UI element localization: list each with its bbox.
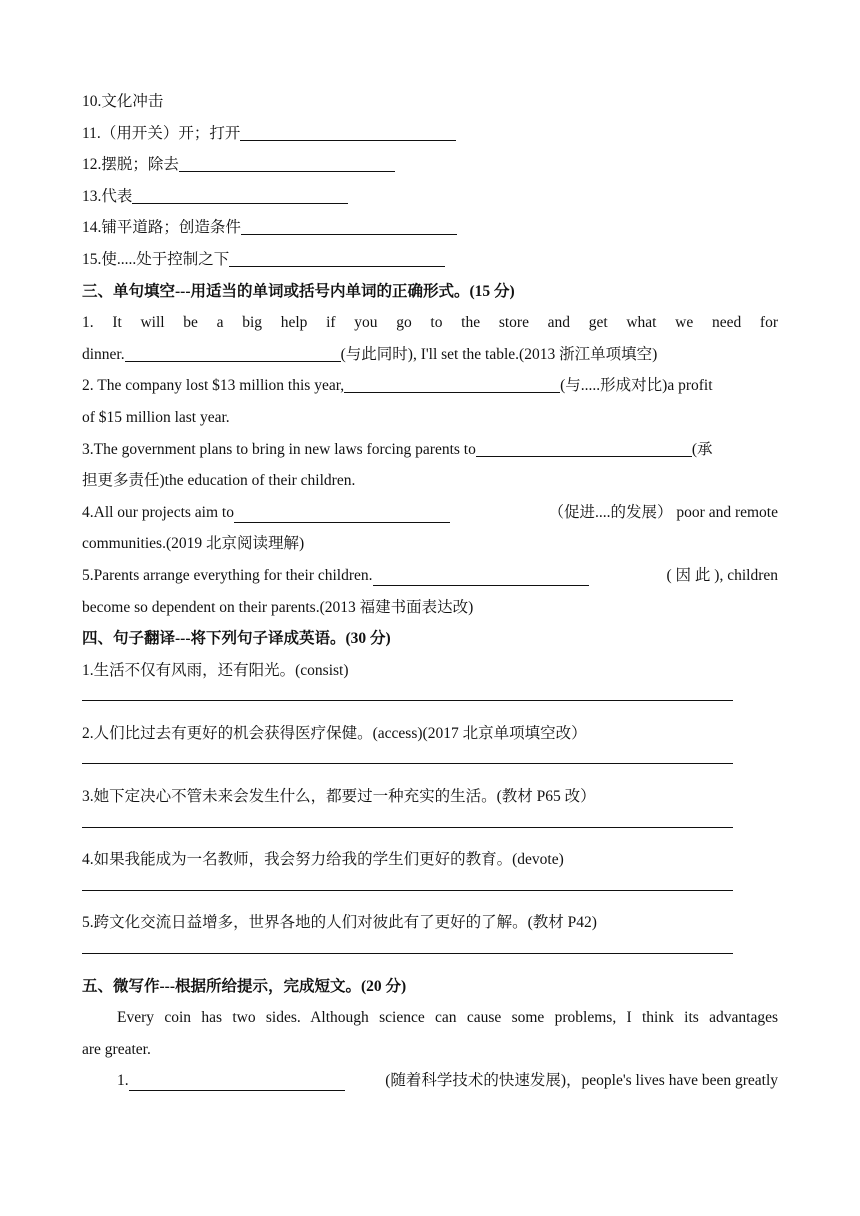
- answer-blank[interactable]: [229, 250, 445, 267]
- translation-answer-line[interactable]: [82, 749, 778, 781]
- s4-item-5: 5.跨文化交流日益增多，世界各地的人们对彼此有了更好的了解。(教材 P42): [82, 914, 597, 932]
- s5-paragraph-line1: Every coin has two sides. Although science can cause some problems, I think its advantages: [117, 1009, 778, 1027]
- s3-q4-line2: communities.(2019 北京阅读理解): [82, 535, 305, 553]
- answer-blank[interactable]: [476, 440, 692, 457]
- answer-blank[interactable]: [373, 569, 589, 586]
- answer-blank[interactable]: [344, 376, 560, 393]
- s5-item-1: 1. (随着科学技术的快速发展)，people's lives have been greatly: [117, 1072, 778, 1090]
- s3-q3-line2: 担更多责任)the education of their children.: [82, 472, 356, 490]
- answer-blank[interactable]: [125, 345, 341, 362]
- s3-q3-line1: 3.The government plans to bring in new laws forcing parents to (承: [82, 440, 713, 458]
- vocab-list: [82, 86, 778, 276]
- s5-paragraph-line2: are greater.: [82, 1040, 151, 1058]
- vocab-item-15: 15.使.....处于控制之下: [82, 244, 778, 276]
- answer-blank[interactable]: [240, 124, 456, 141]
- s3-q4-line1: 4.All our projects aim to （促进....的发展） poor and remote: [82, 503, 778, 521]
- s4-item-2: 2.人们比过去有更好的机会获得医疗保健。(access)(2017 北京单项填空改）: [82, 724, 587, 742]
- section-5-heading: 五、微写作---根据所给提示，完成短文。(20 分): [82, 977, 407, 995]
- translation-answer-line[interactable]: [82, 813, 778, 845]
- s3-q5-line1: 5.Parents arrange everything for their children. ( 因 此 ), children: [82, 566, 778, 584]
- s3-q2-line2: of $15 million last year.: [82, 408, 230, 426]
- translation-answer-line[interactable]: [82, 876, 778, 908]
- translation-answer-line[interactable]: [82, 939, 778, 971]
- s3-q2-line1: 2. The company lost $13 million this year, (与.....形成对比)a profit: [82, 377, 713, 395]
- vocab-item-13: 13.代表: [82, 181, 778, 213]
- answer-blank[interactable]: [234, 506, 450, 523]
- vocab-item-10: 10.文化冲击: [82, 93, 164, 110]
- vocab-item-14: 14.铺平道路；创造条件: [82, 212, 778, 244]
- answer-blank[interactable]: [241, 218, 457, 235]
- s4-item-3: 3.她下定决心不管未来会发生什么，都要过一种充实的生活。(教材 P65 改）: [82, 788, 596, 806]
- s3-q1-line1: 1. It will be a big help if you go to the store and get what we need for: [82, 314, 778, 332]
- translation-answer-line[interactable]: [82, 686, 778, 718]
- answer-blank[interactable]: [129, 1074, 345, 1091]
- vocab-item-11: 11.（用开关）开；打开: [82, 118, 778, 150]
- s3-q5-line2: become so dependent on their parents.(2013 福建书面表达改): [82, 598, 474, 616]
- answer-blank[interactable]: [179, 155, 395, 172]
- s4-item-1: 1.生活不仅有风雨，还有阳光。(consist): [82, 661, 349, 679]
- answer-blank[interactable]: [132, 187, 348, 204]
- s4-item-4: 4.如果我能成为一名教师，我会努力给我的学生们更好的教育。(devote): [82, 851, 564, 869]
- vocab-item-12: 12.摆脱；除去: [82, 149, 778, 181]
- section-3-heading: 三、单句填空---用适当的单词或括号内单词的正确形式。(15 分): [82, 282, 515, 300]
- section-4-heading: 四、句子翻译---将下列句子译成英语。(30 分): [82, 630, 391, 648]
- s3-q1-line2: dinner. (与此同时), I'll set the table.(2013 浙江单项填空): [82, 345, 658, 363]
- worksheet-page: [82, 86, 778, 1097]
